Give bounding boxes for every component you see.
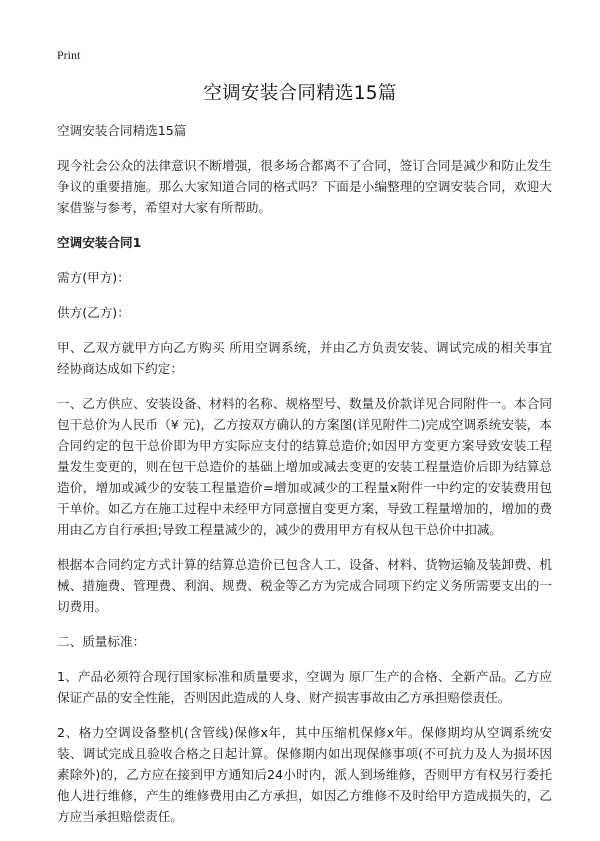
- document-body: [57, 120, 552, 841]
- clause-2-heading: 二、质量标准：: [57, 634, 146, 649]
- section-heading: 空调安装合同1: [57, 235, 142, 250]
- party-b-line: 供方(乙方)：: [57, 305, 130, 320]
- page-title: 空调安装合同精选15篇: [203, 83, 397, 104]
- settlement-paragraph: 根据本合同约定方式计算的结算总造价已包含人工、设备、材料、货物运输及装卸费、机械、措施费、管理费、利润、规费、税金等乙方为完成合同项下约定义务所需要支出的一切费用。: [57, 557, 552, 614]
- clause-2-2-paragraph: 2、格力空调设备整机(含管线)保修x年，其中压缩机保修x年。保修期均从空调系统安装、调试完成且验收合格之日起计算。保修期内如出现保修事项(不可抗力及人为损坏因素除外)的，乙方应在接到甲方通知后24小时内，派人到场维修，否则甲方有权另行委托他人进行维修，产生的维修费用由乙方承担，如因乙方维修不及时给甲方造成损失的，乙方应当承担赔偿责任。: [57, 725, 552, 824]
- scope-paragraph: 甲、乙双方就甲方向乙方购买 所用空调系统，并由乙方负责安装、调试完成的相关事宜经协商达成如下约定：: [57, 340, 552, 376]
- party-a-line: 需方(甲方)：: [57, 270, 130, 285]
- clause-2-1-paragraph: 1、产品必须符合现行国家标准和质量要求，空调为 原厂生产的合格、全新产品。乙方应保证产品的安全性能，否则因此造成的人身、财产损害事故由乙方承担赔偿责任。: [57, 669, 552, 705]
- intro-paragraph: 现今社会公众的法律意识不断增强，很多场合都离不了合同，签订合同是减少和防止发生争议的重要措施。那么大家知道合同的格式吗？下面是小编整理的空调安装合同，欢迎大家借鉴与参考，希望对大家有所帮助。: [57, 158, 552, 215]
- print-link[interactable]: Print: [57, 48, 81, 62]
- clause-1-paragraph: 一、乙方供应、安装设备、材料的名称、规格型号、数量及价款详见合同附件一。本合同包干总价为人民币（¥ 元)，乙方按双方确认的方案图(详见附件二)完成空调系统安装，本合同约定的包干总价即为甲方实际应支付的结算总造价;如因甲方变更方案导致安装工程量发生变更的，则在包干总造价的基础上增加或减去变更的安装工程量造价后即为结算总造价，增加或减少的安装工程量造价=增加或减少的工程量x附件一中约定的安装费用包干单价。如乙方在施工过程中未经甲方同意擅自变更方案，导致工程量增加的，增加的费用由乙方自行承担;导致工程量减少的，减少的费用甲方有权从包干总价中扣减。: [57, 396, 552, 537]
- document-subtitle: 空调安装合同精选15篇: [57, 123, 187, 138]
